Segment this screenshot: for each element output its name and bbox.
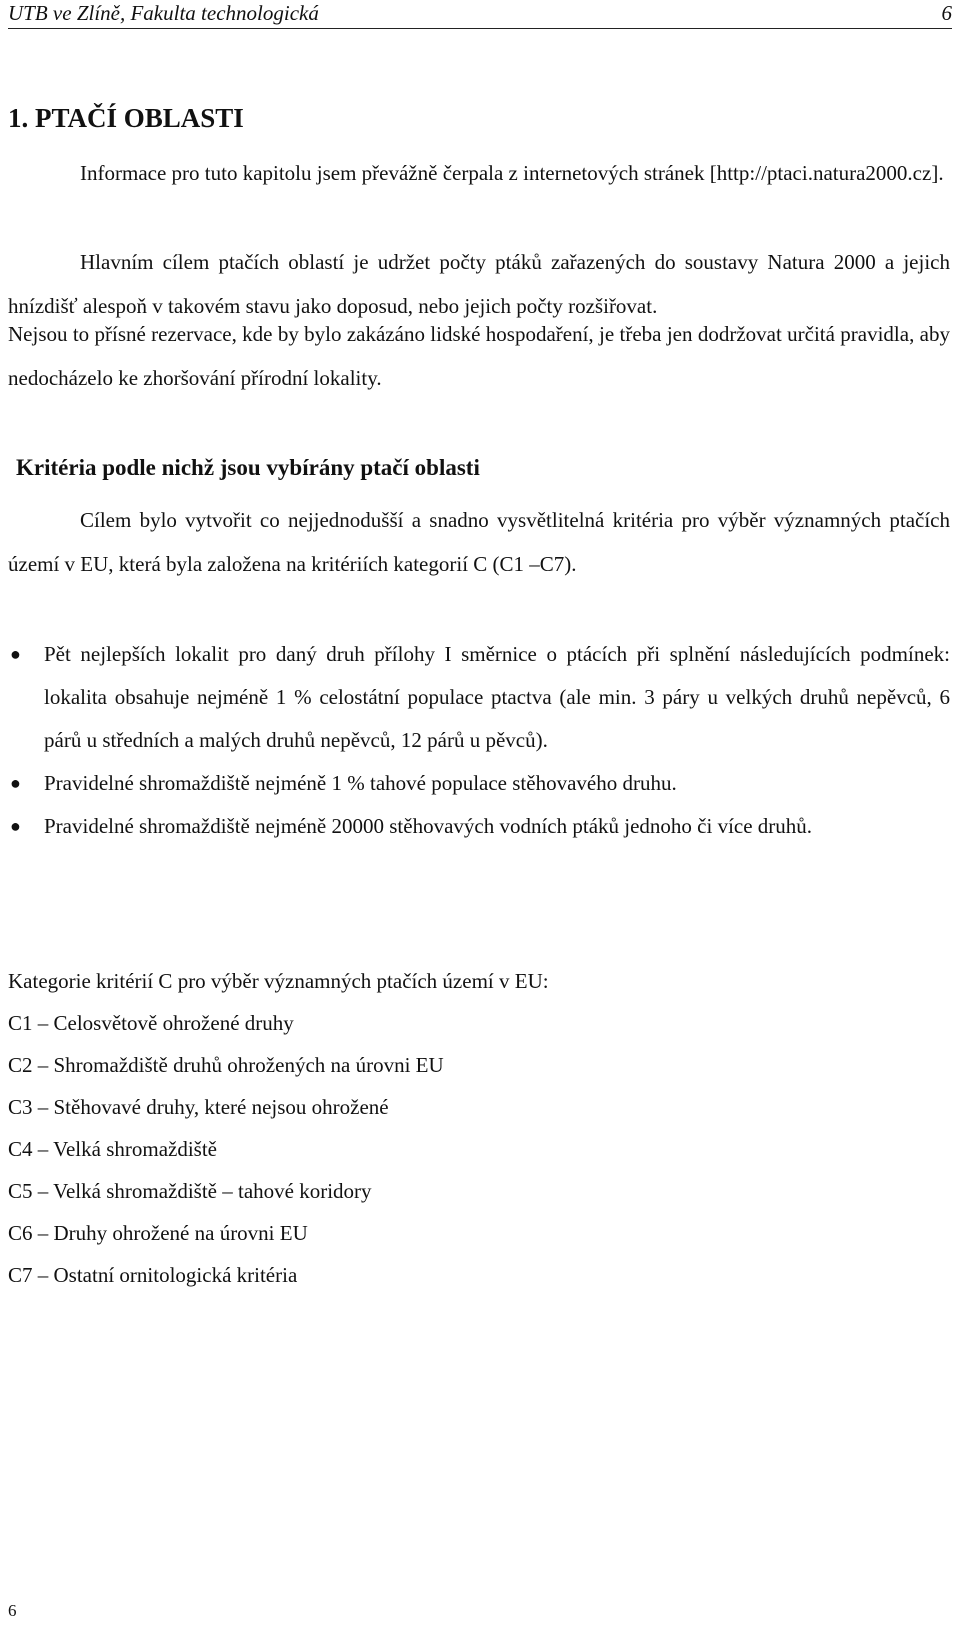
category-item: C4 – Velká shromaždiště	[8, 1137, 217, 1161]
list-item	[8, 762, 950, 805]
category-item: C1 – Celosvětově ohrožené druhy	[8, 1011, 294, 1035]
bullet-icon: ●	[10, 773, 21, 793]
paragraph-criteria-intro: Cílem bylo vytvořit co nejjednodušší a snadno vysvětlitelná kritéria pro výběr významných ptačích území v EU, která byla založena na kritériích kategorií C (C1 –C7).	[8, 508, 950, 576]
list-item-text: Pravidelné shromaždiště nejméně 1 % tahové populace stěhovavého druhu.	[44, 771, 677, 795]
category-item: C3 – Stěhovavé druhy, které nejsou ohrožené	[8, 1095, 389, 1119]
bullet-icon: ●	[10, 816, 21, 836]
footer-page-number: 6	[8, 1601, 17, 1620]
criteria-bullet-list	[8, 633, 950, 848]
section-heading: Kritéria podle nichž jsou vybírány ptačí oblasti	[16, 455, 480, 480]
list-item	[8, 633, 950, 762]
chapter-heading: 1. PTAČÍ OBLASTI	[8, 103, 244, 133]
list-item	[8, 805, 950, 848]
categories-title: Kategorie kritérií C pro výběr významných ptačích území v EU:	[8, 969, 549, 993]
paragraph-sources: Informace pro tuto kapitolu jsem převážně čerpala z internetových stránek [http://ptaci.natura2000.cz].	[80, 161, 944, 185]
paragraph-main-goal: Hlavním cílem ptačích oblastí je udržet počty ptáků zařazených do soustavy Natura 2000 a jejich hnízdišť alespoň v takovém stavu jako doposud, nebo jejich počty rozšiřovat.	[8, 250, 950, 318]
header-title: UTB ve Zlíně, Fakulta technologická	[8, 1, 319, 25]
header-page-number: 6	[941, 1, 952, 25]
list-item-text: Pět nejlepších lokalit pro daný druh přílohy I směrnice o ptácích při splnění následujících podmínek: lokalita obsahuje nejméně 1 % celostátní populace ptactva (ale min. 3 páry u velkých druhů nepěvců, 6 párů u středních a malých druhů nepěvců, 12 párů u pěvců).	[44, 642, 950, 752]
running-header	[8, 0, 952, 29]
paragraph-rules: Nejsou to přísné rezervace, kde by bylo zakázáno lidské hospodaření, je třeba jen dodržovat určitá pravidla, aby nedocházelo ke zhoršování přírodní lokality.	[8, 322, 950, 390]
list-item-text: Pravidelné shromaždiště nejméně 20000 stěhovavých vodních ptáků jednoho či více druhů.	[44, 814, 813, 838]
categories-block	[8, 960, 950, 1296]
category-item: C2 – Shromaždiště druhů ohrožených na úrovni EU	[8, 1053, 444, 1077]
category-item: C7 – Ostatní ornitologická kritéria	[8, 1263, 298, 1287]
category-item: C5 – Velká shromaždiště – tahové koridory	[8, 1179, 372, 1203]
bullet-icon: ●	[10, 644, 21, 664]
category-item: C6 – Druhy ohrožené na úrovni EU	[8, 1221, 308, 1245]
